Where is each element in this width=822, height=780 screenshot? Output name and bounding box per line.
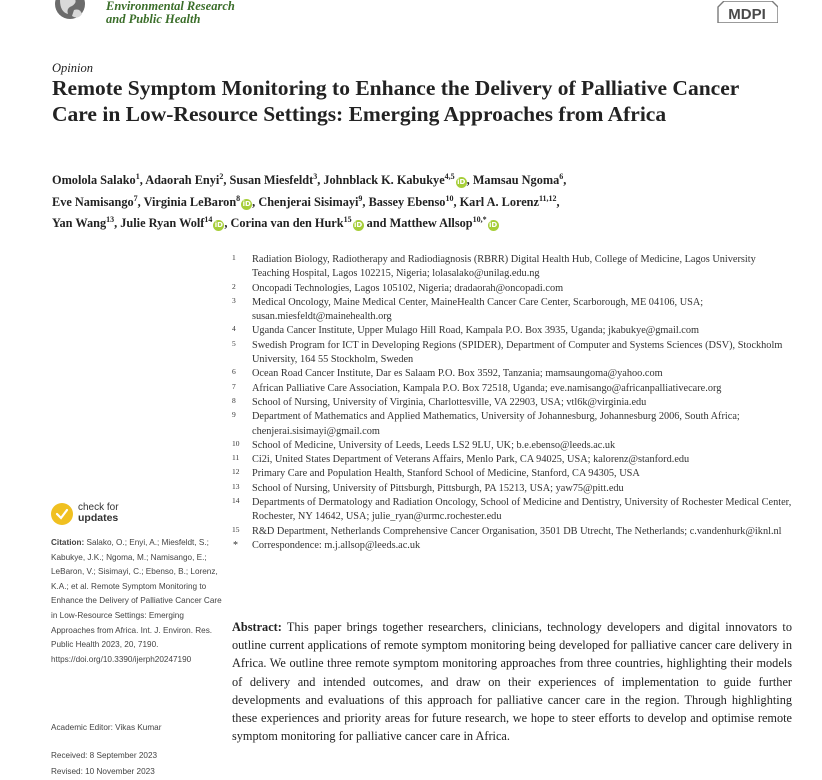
author-separator: ,	[137, 194, 144, 209]
author-affiliation-ref: 2	[219, 172, 224, 181]
affiliation-item	[232, 410, 792, 439]
author-affiliation-ref: 10	[445, 193, 454, 203]
affiliation-number: 10	[232, 438, 240, 448]
affiliation-item	[232, 382, 792, 396]
author-separator: ,	[139, 173, 146, 188]
check-updates-line1: check for	[78, 502, 119, 513]
citation-text: Salako, O.; Enyi, A.; Miesfeldt, S.; Kabukye, J.K.; Ngoma, M.; Namisango, E.; LeBaron, V.; Sisimayi, C.; Ebenso, B.; Lorenz, K.A.; et al. Remote Symptom Monitoring to Enhance the Delivery of Palliative Cancer Care in Low-Resource Settings: Emerging Approaches from Africa. Int. J. Environ. Res. Public Health 2023, 20, 7190. https://doi.org/10.3390/ijerph20247190	[51, 538, 222, 664]
abstract-label: Abstract:	[232, 620, 282, 634]
author-separator: ,	[224, 216, 231, 231]
affiliation-text: Uganda Cancer Institute, Upper Mulago Hill Road, Kampala P.O. Box 3935, Uganda; jkabukye@gmail.com	[252, 325, 700, 337]
orcid-icon[interactable]: iD	[489, 221, 498, 230]
author-name[interactable]	[230, 173, 318, 187]
journal-name	[106, 0, 235, 26]
author-affiliation-ref: 14	[204, 215, 213, 225]
affiliation-text: Ci2i, United States Department of Veterans Affairs, Menlo Park, CA 94025, USA; kalorenz@stanford.edu	[252, 454, 690, 466]
affiliation-text: R&D Department, Netherlands Comprehensive Cancer Organisation, 3501 DB Utrecht, The Netherlands; c.vandenhurk@iknl.nl	[252, 525, 782, 537]
author-name[interactable]	[258, 195, 362, 209]
affiliation-item	[232, 396, 792, 410]
orcid-icon[interactable]: iD	[354, 221, 363, 230]
publisher-name: MDPI	[728, 6, 766, 23]
author-name[interactable]	[323, 173, 466, 187]
author-name[interactable]	[390, 216, 499, 230]
orcid-icon[interactable]: iD	[214, 221, 223, 230]
author-name-text: Chenjerai Sisimayi	[258, 194, 359, 209]
author-name-text: Susan Miesfeldt	[229, 173, 314, 188]
affiliation-number: 3	[232, 295, 236, 305]
affiliation-list	[232, 253, 792, 553]
mdpi-logo	[716, 1, 778, 23]
revised-date: Revised: 10 November 2023	[51, 767, 155, 776]
affiliation-text: Swedish Program for ICT in Developing Regions (SPIDER), Department of Computer and Systems Sciences (DSV), Stockholm University, 164 55 Stockholm, Sweden	[252, 339, 783, 366]
affiliation-number: 13	[232, 481, 240, 491]
journal-logo-icon	[46, 0, 98, 28]
affiliation-number: 11	[232, 453, 240, 463]
affiliation-number: 9	[232, 410, 236, 420]
author-separator: ,	[114, 216, 121, 231]
author-separator: ,	[362, 194, 369, 209]
author-name-text: Julie Ryan Wolf	[120, 216, 205, 231]
affiliation-item	[232, 253, 792, 282]
author-affiliation-ref: 10,*	[472, 215, 487, 225]
abstract	[232, 618, 792, 745]
author-name-text: Omolola Salako	[52, 173, 136, 188]
author-name-text: Johnblack K. Kabukye	[323, 173, 445, 188]
citation-label: Citation:	[51, 538, 85, 547]
affiliation-text: Oncopadi Technologies, Lagos 105102, Nigeria; dradaorah@oncopadi.com	[252, 282, 564, 294]
author-affiliation-ref: 13	[106, 215, 115, 225]
affiliation-text: African Palliative Care Association, Kampala P.O. Box 72518, Uganda; eve.namisango@africanpalliativecare.org	[252, 382, 722, 394]
academic-editor: Academic Editor: Vikas Kumar	[51, 723, 162, 732]
journal-name-line2: and Public Health	[106, 12, 201, 26]
affiliation-item	[232, 282, 792, 296]
orcid-icon[interactable]: iD	[242, 199, 251, 208]
author-separator: ,	[466, 173, 473, 188]
affiliation-text: Medical Oncology, Maine Medical Center, MaineHealth Cancer Care Center, Scarborough, ME 04106, USA; susan.miesfeldt@mainehealth.org	[252, 296, 704, 323]
author-name-text: Adaorah Enyi	[145, 173, 220, 188]
author-name[interactable]	[145, 173, 223, 187]
affiliation-number: 15	[232, 524, 240, 534]
author-name-text: Karl A. Lorenz	[459, 194, 539, 209]
affiliation-number: 12	[232, 467, 240, 477]
affiliation-number: 4	[232, 324, 236, 334]
abstract-text: This paper brings together researchers, clinicians, technology developers and digital innovators to outline current applications of remote symptom monitoring being developed for palliative cancer care delivery in Africa. We outline three remote symptom monitoring approaches from three countries, highlighting their models of delivery and intended outcomes, and draw on their experiences of implementation to guide further developments and evaluations of this approach for palliative cancer care in the region. Through highlighting these experiences and priority areas for future research, we hope to steer efforts to develop and optimise remote symptom monitoring for palliative cancer care in Africa.	[232, 620, 792, 744]
affiliation-number: 2	[232, 281, 236, 291]
affiliation-number: 6	[232, 367, 236, 377]
affiliation-item	[232, 482, 792, 496]
author-name[interactable]	[52, 195, 138, 209]
affiliation-number: 5	[232, 338, 236, 348]
correspondence	[232, 539, 792, 553]
author-name[interactable]	[52, 216, 114, 230]
author-name-text: Yan Wang	[52, 216, 107, 231]
affiliation-item	[232, 296, 792, 325]
author-separator: ,	[563, 173, 567, 188]
orcid-icon[interactable]: iD	[457, 178, 466, 187]
author-name[interactable]	[473, 173, 563, 187]
author-name[interactable]	[369, 195, 454, 209]
author-list	[52, 168, 772, 233]
affiliation-number: 14	[232, 496, 240, 506]
author-separator: ,	[556, 194, 560, 209]
author-separator: ,	[252, 194, 259, 209]
author-separator: ,	[223, 173, 230, 188]
author-name[interactable]	[52, 173, 140, 187]
article-title: Remote Symptom Monitoring to Enhance the Delivery of Palliative Cancer Care in Low-Resource Settings: Emerging Approaches from Africa	[52, 76, 739, 126]
affiliation-number: 8	[232, 395, 236, 405]
check-updates-label	[78, 502, 119, 524]
affiliation-text: Departments of Dermatology and Radiation Oncology, School of Medicine and Dentistry, University of Rochester Medical Center, Rochester, NY 14642, USA; julie_ryan@urmc.rochester.edu	[252, 497, 792, 523]
author-name[interactable]	[460, 195, 557, 209]
affiliation-number: 7	[232, 381, 236, 391]
author-name-text: Corina van den Hurk	[230, 216, 344, 231]
affiliation-item	[232, 496, 792, 525]
affiliation-item	[232, 367, 792, 381]
check-updates-icon	[51, 503, 73, 525]
affiliation-number: 1	[232, 253, 236, 262]
correspondence-symbol: *	[233, 539, 238, 551]
affiliation-text: School of Medicine, University of Leeds, Leeds LS2 9LU, UK; b.e.ebenso@leeds.ac.uk	[252, 439, 616, 451]
author-name-text: Bassey Ebenso	[368, 194, 446, 209]
author-affiliation-ref: 8	[236, 193, 241, 203]
journal-name-line1: Environmental Research	[106, 0, 235, 13]
author-affiliation-ref: 3	[313, 172, 318, 181]
affiliation-text: Primary Care and Population Health, Stanford School of Medicine, Stanford, CA 94305, USA	[252, 468, 640, 480]
affiliation-item	[232, 339, 792, 368]
affiliation-text: Department of Mathematics and Applied Mathematics, University of Johannesburg, Johannesburg 2006, South Africa; chenjerai.sisimayi@gmail.com	[252, 411, 740, 437]
received-date: Received: 8 September 2023	[51, 751, 158, 760]
author-affiliation-ref: 9	[358, 193, 363, 203]
author-name[interactable]	[120, 216, 224, 230]
citation-block	[51, 536, 223, 667]
affiliation-item	[232, 453, 792, 467]
author-affiliation-ref: 1	[135, 172, 140, 181]
author-name[interactable]	[144, 195, 253, 209]
affiliation-text: Radiation Biology, Radiotherapy and Radiodiagnosis (RBRR) Digital Health Hub, College of Medicine, Lagos University Teaching Hospital, Lagos 102215, Nigeria; lolasalako@unilag.edu.ng	[252, 254, 756, 280]
article-type: Opinion	[52, 61, 93, 75]
affiliation-item	[232, 439, 792, 453]
author-name-text: Matthew Allsop	[389, 216, 473, 231]
author-name-text: Eve Namisango	[52, 194, 134, 209]
author-name-text: Mamsau Ngoma	[472, 173, 560, 188]
affiliation-item	[232, 525, 792, 539]
author-name[interactable]	[231, 216, 364, 230]
author-separator: ,	[453, 194, 460, 209]
affiliation-text: School of Nursing, University of Virginia, Charlottesville, VA 22903, USA; vtl6k@virginia.edu	[252, 396, 647, 408]
check-for-updates-button[interactable]	[51, 502, 151, 528]
affiliation-item	[232, 324, 792, 338]
author-separator: ,	[317, 173, 324, 188]
author-affiliation-ref: 15	[343, 215, 352, 225]
affiliation-text: Ocean Road Cancer Institute, Dar es Salaam P.O. Box 3592, Tanzania; mamsaungoma@yahoo.com	[252, 368, 663, 380]
author-affiliation-ref: 6	[559, 172, 564, 181]
check-updates-line2: updates	[78, 512, 119, 524]
affiliation-item	[232, 467, 792, 481]
correspondence-text[interactable]: Correspondence: m.j.allsop@leeds.ac.uk	[252, 539, 421, 551]
author-affiliation-ref: 7	[133, 193, 138, 203]
author-affiliation-ref: 4,5	[444, 172, 455, 181]
author-separator: and	[363, 216, 390, 231]
author-name-text: Virginia LeBaron	[143, 194, 237, 209]
author-affiliation-ref: 11,12	[538, 193, 557, 203]
affiliation-text: School of Nursing, University of Pittsburgh, Pittsburgh, PA 15213, USA; yaw75@pitt.edu	[252, 482, 624, 494]
